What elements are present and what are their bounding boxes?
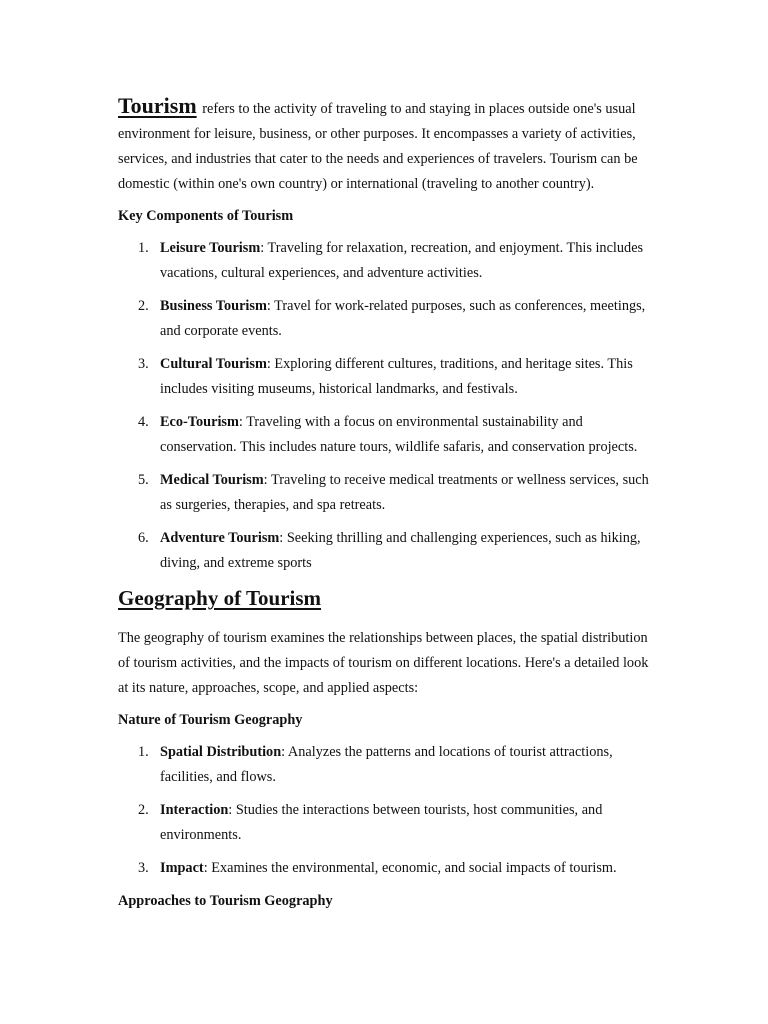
list-number: 3. (138, 356, 149, 372)
list-text: : Traveling to receive medical treatments or wellness services, such as surgeries, therapies, and spa retreats. (160, 472, 649, 513)
list-number: 3. (138, 860, 149, 876)
list-text: : Exploring different cultures, traditions, and heritage sites. This includes visiting museums, historical landmarks, and festivals. (160, 356, 633, 397)
geography-paragraph: The geography of tourism examines the relationships between places, the spatial distribution of tourism activities, and the impacts of tourism on different locations. Here's a detailed look at its nature, approaches, scope, and applied aspects: (118, 630, 649, 696)
intro-paragraph (118, 93, 650, 197)
list-text: : Seeking thrilling and challenging experiences, such as hiking, diving, and extreme sports (160, 530, 641, 571)
intro-term: Tourism (118, 93, 197, 118)
list-number: 1. (138, 240, 149, 256)
list-term: Business Tourism (160, 298, 267, 314)
list-item (118, 856, 650, 881)
list-term: Spatial Distribution (160, 744, 282, 760)
list-term: Medical Tourism (160, 472, 264, 488)
list-text: : Traveling with a focus on environmental sustainability and conservation. This includes nature tours, wildlife safaris, and conservation projects. (160, 414, 638, 455)
nature-heading: Nature of Tourism Geography (118, 712, 303, 728)
list-item (118, 236, 650, 286)
list-term: Leisure Tourism (160, 240, 261, 256)
list-number: 1. (138, 744, 149, 760)
list-item (118, 740, 650, 790)
list-text: : Examines the environmental, economic, and social impacts of tourism. (203, 860, 617, 876)
list-number: 2. (138, 298, 149, 314)
document-page (118, 93, 650, 921)
list-item (118, 526, 650, 576)
list-number: 4. (138, 414, 149, 430)
key-components-list (118, 236, 650, 576)
list-text: : Traveling for relaxation, recreation, and enjoyment. This includes vacations, cultural experiences, and adventure activities. (160, 240, 644, 281)
list-number: 6. (138, 530, 149, 546)
list-term: Impact (160, 860, 204, 876)
list-item (118, 410, 650, 460)
list-term: Cultural Tourism (160, 356, 267, 372)
intro-text: refers to the activity of traveling to and staying in places outside one's usual environment for leisure, business, or other purposes. It encompasses a variety of activities, services, and industries that cater to the needs and experiences of travelers. Tourism can be domestic (within one's own country) or international (traveling to another country). (118, 101, 638, 192)
nature-list (118, 740, 650, 881)
list-item (118, 798, 650, 848)
list-text: : Travel for work-related purposes, such as conferences, meetings, and corporate events. (160, 298, 646, 339)
list-term: Adventure Tourism (160, 530, 280, 546)
list-text: : Studies the interactions between tourists, host communities, and environments. (160, 802, 603, 843)
list-item (118, 294, 650, 344)
list-item (118, 352, 650, 402)
approaches-heading: Approaches to Tourism Geography (118, 893, 333, 909)
list-number: 5. (138, 472, 149, 488)
list-term: Eco-Tourism (160, 414, 239, 430)
geography-title: Geography of Tourism (118, 586, 322, 610)
key-components-heading: Key Components of Tourism (118, 208, 294, 224)
list-item (118, 468, 650, 518)
list-number: 2. (138, 802, 149, 818)
list-text: : Analyzes the patterns and locations of tourist attractions, facilities, and flows. (160, 744, 613, 785)
list-term: Interaction (160, 802, 229, 818)
